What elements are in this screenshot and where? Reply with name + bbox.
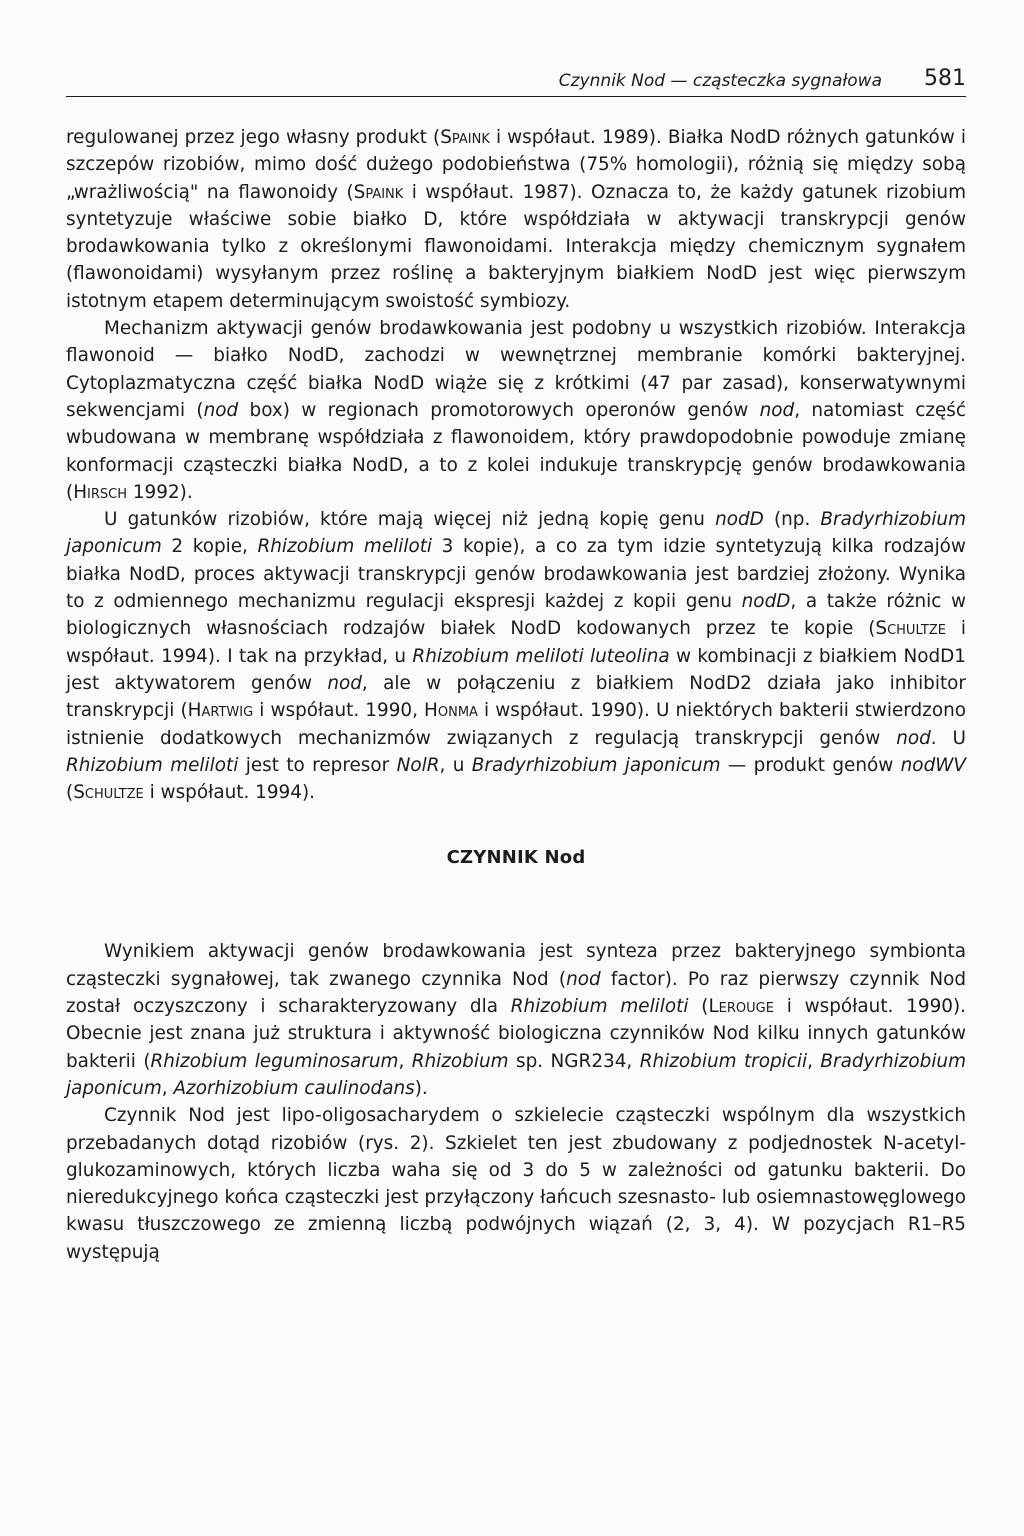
running-head-title: Czynnik Nod — cząsteczka sygnałowa: [558, 71, 882, 91]
body-text: [66, 124, 966, 1266]
italic-term: Rhizobium meliloti: [257, 536, 433, 558]
page: [66, 58, 966, 1266]
italic-term: Rhizobium leguminosarum: [150, 1050, 399, 1072]
italic-term: Rhizobium: [411, 1050, 509, 1072]
paragraph: regulowanej przez jego własny produkt (Spaink i współaut. 1989). Białka NodD różnych gatunków i szczepów rizobiów, mimo dość dużego podobieństwa (75% homologii), różnią się między sobą „wrażliwością" na flawonoidy (Spaink i współaut. 1987). Oznacza to, że każdy gatunek rizobium syntetyzuje właściwe sobie białko D, które współdziała w aktywacji transkrypcji genów brodawkowania tylko z określonymi flawonoidami. Interakcja między chemicznym sygnałem (flawonoidami) wysyłanym przez roślinę a bakteryjnym białkiem NodD jest więc pierwszym istotnym etapem determinującym swoistość symbiozy.: [66, 127, 966, 312]
italic-term: Rhizobium meliloti luteolina: [412, 645, 670, 667]
author-name: Spaink: [440, 127, 490, 148]
paragraph: Wynikiem aktywacji genów brodawkowania jest synteza przez bakteryjnego symbionta cząsteczki sygnałowej, tak zwanego czynnika Nod (nod factor). Po raz pierwszy czynnik Nod został oczyszczony i scharakteryzowany dla Rhizobium meliloti (Lerouge i współaut. 1990). Obecnie jest znana już struktura i aktywność biologiczna czynników Nod kilku innych gatunków bakterii (Rhizobium leguminosarum, Rhizobium sp. NGR234, Rhizobium tropicii, Bradyrhizobium japonicum, Azorhizobium caulinodans).: [66, 941, 966, 1099]
italic-term: nod: [896, 727, 931, 749]
italic-term: Rhizobium meliloti: [510, 996, 689, 1018]
paragraph: Czynnik Nod jest lipo-oligosacharydem o szkielecie cząsteczki wspólnym dla wszystkich przebadanych dotąd rizobiów (rys. 2). Szkielet ten jest zbudowany z podjednostek N-acetyl-glukozaminowych, których liczba waha się od 3 do 5 w zależności od gatunku bakterii. Do nieredukcyjnego końca cząsteczki jest przyłączony łańcuch szesnasto- lub osiemnastowęglowego kwasu tłuszczowego ze zmienną liczbą podwójnych wiązań (2, 3, 4). W pozycjach R1–R5 występują: [66, 1105, 966, 1263]
running-head: [66, 58, 966, 97]
italic-term: Bradyrhizobium japonicum: [66, 1050, 966, 1099]
italic-term: nod: [327, 672, 362, 694]
italic-term: Rhizobium tropicii: [639, 1050, 808, 1072]
italic-term: Bradyrhizobium japonicum: [471, 754, 721, 776]
page-number: 581: [924, 66, 966, 91]
author-name: Lerouge: [708, 996, 774, 1018]
paragraph: U gatunków rizobiów, które mają więcej niż jedną kopię genu nodD (np. Bradyrhizobium japonicum 2 kopie, Rhizobium meliloti 3 kopie), a co za tym idzie syntetyzują kilka rodzajów białka NodD, proces aktywacji transkrypcji genów brodawkowania jest bardziej złożony. Wynika to z odmiennego mechanizmu regulacji ekspresji każdej z kopii genu nodD, a także różnic w biologicznych własnościach rodzajów białek NodD kodowanych przez te kopie (Schultze i współaut. 1994). I tak na przykład, u Rhizobium meliloti luteolina w kombinacji z białkiem NodD1 jest aktywatorem genów nod, ale w połączeniu z białkiem NodD2 działa jako inhibitor transkrypcji (Hartwig i współaut. 1990, Honma i współaut. 1990). U niektórych bakterii stwierdzono istnienie dodatkowych mechanizmów związanych z regulacją transkrypcji genów nod. U Rhizobium meliloti jest to represor NolR, u Bradyrhizobium japonicum — produkt genów nodWV (Schultze i współaut. 1994).: [66, 509, 967, 804]
author-name: Schultze: [875, 618, 946, 640]
italic-term: Rhizobium meliloti: [66, 754, 239, 776]
author-name: Schultze: [73, 782, 144, 804]
italic-term: nodD: [741, 591, 791, 613]
italic-term: nodWV: [900, 754, 967, 776]
italic-term: NolR: [396, 754, 440, 776]
italic-term: nod: [203, 399, 239, 421]
section-heading: CZYNNIK Nod: [446, 847, 586, 869]
italic-term: Azorhizobium caulinodans: [173, 1077, 415, 1099]
author-name: Honma: [424, 700, 478, 722]
italic-term: Bradyrhizobium japonicum: [66, 509, 966, 558]
author-name: Hirsch: [73, 481, 127, 503]
italic-term: nod: [566, 968, 601, 990]
italic-term: nod: [759, 399, 795, 421]
author-name: Hartwig: [187, 700, 254, 722]
author-name: Spaink: [353, 181, 404, 203]
paragraph: Mechanizm aktywacji genów brodawkowania jest podobny u wszystkich rizobiów. Interakcja flawonoid — białko NodD, zachodzi w wewnętrznej membranie komórki bakteryjnej. Cytoplazmatyczna część białka NodD wiąże się z krótkimi (47 par zasad), konserwatywnymi sekwencjami (nod box) w regionach promotorowych operonów genów nod, natomiast część wbudowana w membranę współdziała z flawonoidem, który prawdopodobnie powoduje zmianę konformacji cząsteczki białka NodD, a to z kolei indukuje transkrypcję genów brodawkowania (Hirsch 1992).: [66, 318, 966, 503]
italic-term: nodD: [715, 509, 764, 531]
